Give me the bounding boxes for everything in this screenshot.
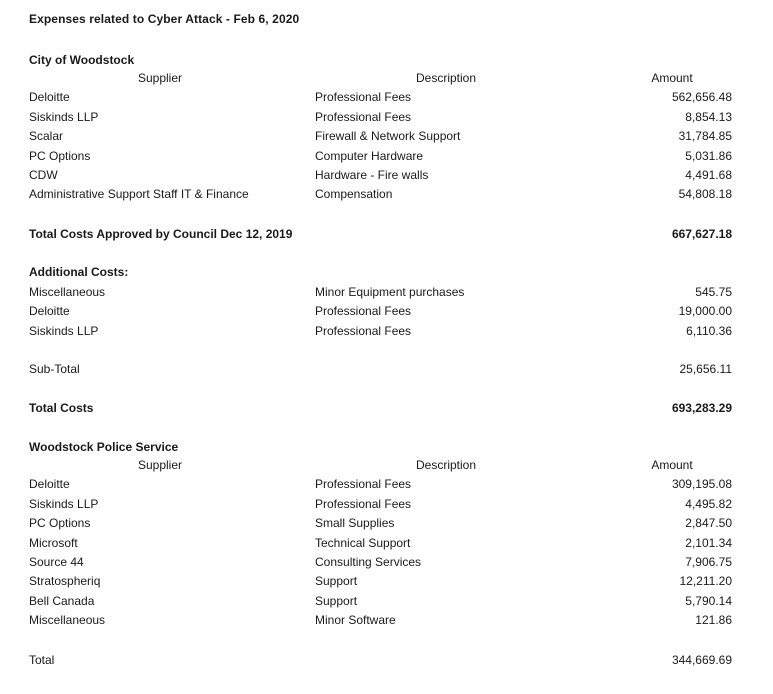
cell-description: Minor Software	[315, 613, 396, 628]
police-total-label: Total	[29, 653, 55, 667]
cell-amount: 19,000.00	[678, 304, 732, 319]
cell-amount: 6,110.36	[686, 323, 732, 338]
table-row	[0, 536, 773, 555]
table-row	[0, 304, 773, 323]
cell-supplier: Scalar	[29, 129, 64, 144]
column-header-description: Description	[415, 458, 477, 472]
cell-description: Professional Fees	[315, 109, 412, 124]
cell-description: Hardware - Fire walls	[315, 167, 429, 182]
cell-supplier: Deloitte	[29, 304, 70, 319]
table-row	[0, 187, 773, 206]
table-row	[0, 574, 773, 593]
cell-amount: 2,101.34	[685, 535, 732, 550]
table-row	[0, 149, 773, 168]
table-row	[0, 110, 773, 129]
total-council-approved-label: Total Costs Approved by Council Dec 12, 2019	[29, 227, 293, 241]
cell-description: Firewall & Network Support	[315, 129, 461, 144]
cell-supplier: PC Options	[29, 516, 91, 531]
cell-description: Professional Fees	[315, 477, 412, 492]
table-header-row	[0, 71, 773, 90]
table-row	[0, 129, 773, 148]
cell-supplier: Siskinds LLP	[29, 109, 99, 124]
police-total-amount: 344,669.69	[671, 653, 732, 667]
cell-supplier: Deloitte	[29, 477, 70, 492]
cell-amount: 562,656.48	[671, 90, 732, 105]
total-costs-row	[0, 401, 773, 420]
table-header-row	[0, 458, 773, 477]
table-row	[0, 516, 773, 535]
cell-supplier: Deloitte	[29, 90, 70, 105]
cell-amount: 4,491.68	[685, 167, 732, 182]
section-heading-woodstock-police-service: Woodstock Police Service	[29, 440, 179, 454]
cell-description: Small Supplies	[315, 516, 395, 531]
cell-description: Professional Fees	[315, 496, 412, 511]
table-row	[0, 477, 773, 496]
sub-total-label: Sub-Total	[29, 362, 80, 376]
column-header-amount: Amount	[651, 458, 693, 472]
cell-supplier: Miscellaneous	[29, 613, 106, 628]
city-of-woodstock-table	[0, 71, 773, 207]
cell-amount: 8,854.13	[685, 109, 732, 124]
cell-description: Professional Fees	[315, 304, 412, 319]
table-row	[0, 90, 773, 109]
cell-supplier: PC Options	[29, 148, 91, 163]
cell-supplier: Siskinds LLP	[29, 496, 99, 511]
cell-amount: 5,031.86	[685, 148, 732, 163]
cell-amount: 2,847.50	[685, 516, 732, 531]
cell-supplier: Source 44	[29, 554, 84, 569]
table-row	[0, 324, 773, 343]
sub-total-row	[0, 362, 773, 381]
cell-description: Computer Hardware	[315, 148, 424, 163]
table-row	[0, 285, 773, 304]
cell-description: Consulting Services	[315, 554, 422, 569]
cell-description: Minor Equipment purchases	[315, 285, 465, 299]
cell-amount: 121.86	[695, 613, 732, 628]
cell-supplier: Bell Canada	[29, 593, 95, 608]
cell-amount: 31,784.85	[678, 129, 732, 144]
sub-total-amount: 25,656.11	[679, 362, 732, 376]
woodstock-police-service-table	[0, 458, 773, 633]
police-total-row	[0, 653, 773, 672]
cell-description: Support	[315, 593, 358, 608]
cell-amount: 54,808.18	[678, 187, 732, 202]
cell-description: Professional Fees	[315, 90, 412, 105]
cell-description: Professional Fees	[315, 323, 412, 338]
column-header-description: Description	[415, 71, 477, 85]
cell-description: Technical Support	[315, 535, 411, 550]
page-title: Expenses related to Cyber Attack - Feb 6, 2020	[29, 12, 300, 26]
cell-supplier: CDW	[29, 167, 58, 182]
table-row	[0, 497, 773, 516]
total-council-approved-row	[0, 227, 773, 246]
cell-supplier: Stratospheriq	[29, 574, 101, 589]
table-row	[0, 168, 773, 187]
total-costs-amount: 693,283.29	[671, 401, 732, 415]
cell-amount: 545.75	[695, 285, 732, 299]
column-header-amount: Amount	[651, 71, 693, 85]
additional-costs-heading: Additional Costs:	[29, 265, 129, 279]
cell-amount: 12,211.20	[679, 574, 732, 589]
table-row	[0, 613, 773, 632]
total-costs-label: Total Costs	[29, 401, 94, 415]
cell-description: Compensation	[315, 187, 393, 202]
additional-costs-table	[0, 285, 773, 343]
table-row	[0, 594, 773, 613]
cell-amount: 7,906.75	[685, 554, 732, 569]
cell-supplier: Miscellaneous	[29, 285, 106, 299]
total-council-approved-amount: 667,627.18	[671, 227, 732, 241]
cell-supplier: Microsoft	[29, 535, 78, 550]
cell-amount: 4,495.82	[685, 496, 732, 511]
column-header-supplier: Supplier	[137, 458, 183, 472]
cell-amount: 309,195.08	[671, 477, 732, 492]
column-header-supplier: Supplier	[137, 71, 183, 85]
cell-supplier: Administrative Support Staff IT & Finance	[29, 187, 249, 202]
section-heading-city-of-woodstock: City of Woodstock	[29, 53, 135, 67]
cell-description: Support	[315, 574, 358, 589]
cell-amount: 5,790.14	[685, 593, 732, 608]
table-row	[0, 555, 773, 574]
cell-supplier: Siskinds LLP	[29, 323, 99, 338]
